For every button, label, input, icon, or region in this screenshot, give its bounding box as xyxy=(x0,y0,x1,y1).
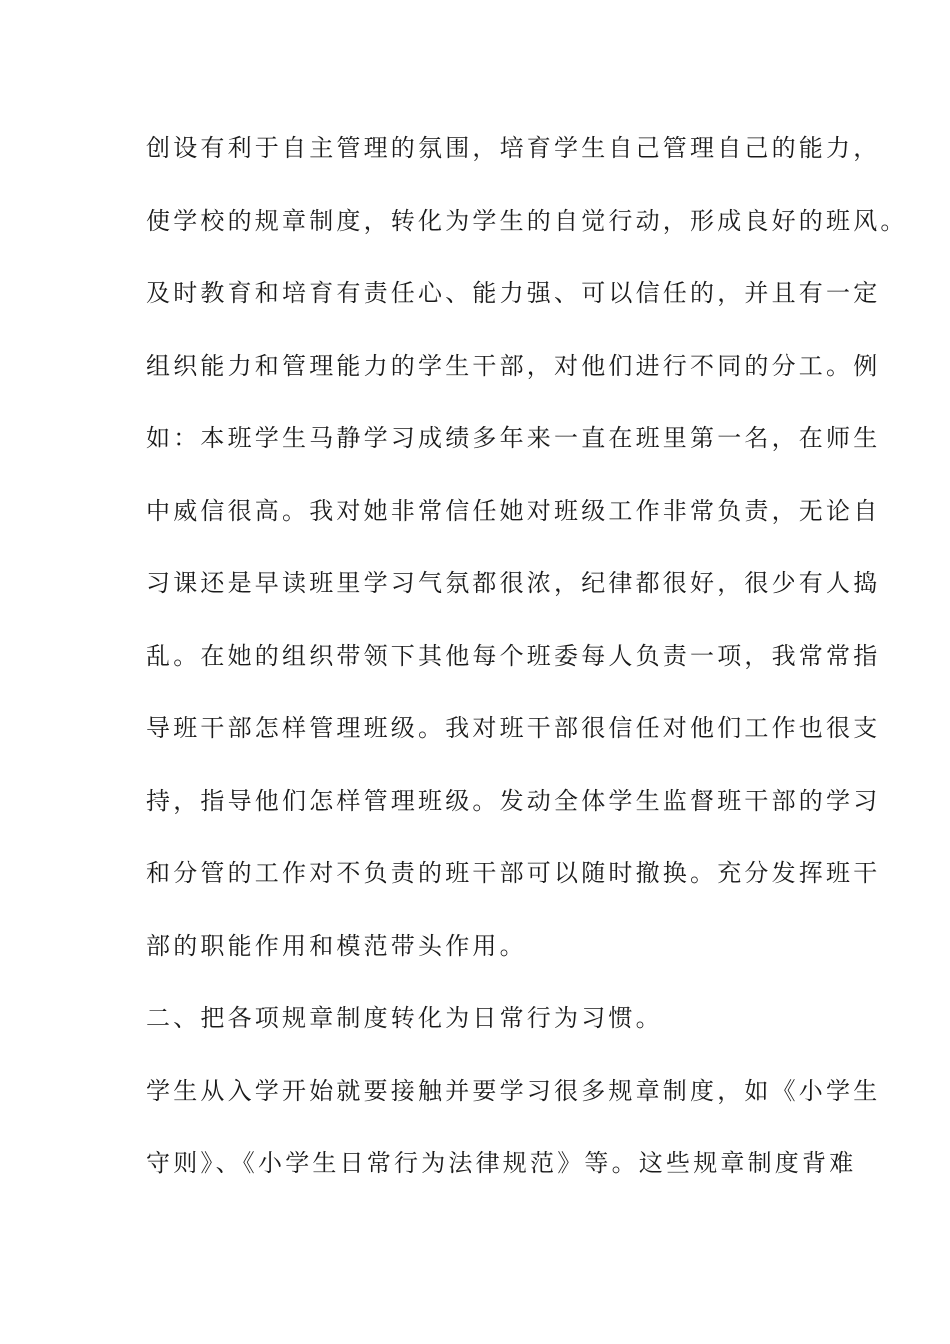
text-line: 习课还是早读班里学习气氛都很浓，纪律都很好，很少有人捣 xyxy=(146,569,881,597)
text-line: 创设有利于自主管理的氛围，培育学生自己管理自己的能力， xyxy=(146,134,881,162)
text-line: 部的职能作用和模范带头作用。 xyxy=(146,931,527,960)
text-line: 和分管的工作对不负责的班干部可以随时撤换。充分发挥班干 xyxy=(146,859,881,887)
section-heading: 二、把各项规章制度转化为日常行为习惯。 xyxy=(146,1004,663,1032)
text-line: 乱。在她的组织带领下其他每个班委每人负责一项，我常常指 xyxy=(146,641,881,670)
text-line: 导班干部怎样管理班级。我对班干部很信任对他们工作也很支 xyxy=(146,714,881,742)
text-line: 中威信很高。我对她非常信任她对班级工作非常负责，无论自 xyxy=(146,496,881,525)
text-line: 使学校的规章制度，转化为学生的自觉行动，形成良好的班风。 xyxy=(146,206,908,235)
body-text xyxy=(146,128,908,1216)
text-line: 如：本班学生马静学习成绩多年来一直在班里第一名，在师生 xyxy=(146,424,881,452)
text-line: 守则》、《小学生日常行为法律规范》等。这些规章制度背难 xyxy=(146,1149,857,1177)
text-line: 及时教育和培育有责任心、能力强、可以信任的，并且有一定 xyxy=(146,279,881,307)
text-line: 学生从入学开始就要接触并要学习很多规章制度，如《小学生 xyxy=(146,1076,881,1105)
text-line: 组织能力和管理能力的学生干部，对他们进行不同的分工。例 xyxy=(146,351,881,380)
text-line: 持，指导他们怎样管理班级。发动全体学生监督班干部的学习 xyxy=(146,786,881,815)
